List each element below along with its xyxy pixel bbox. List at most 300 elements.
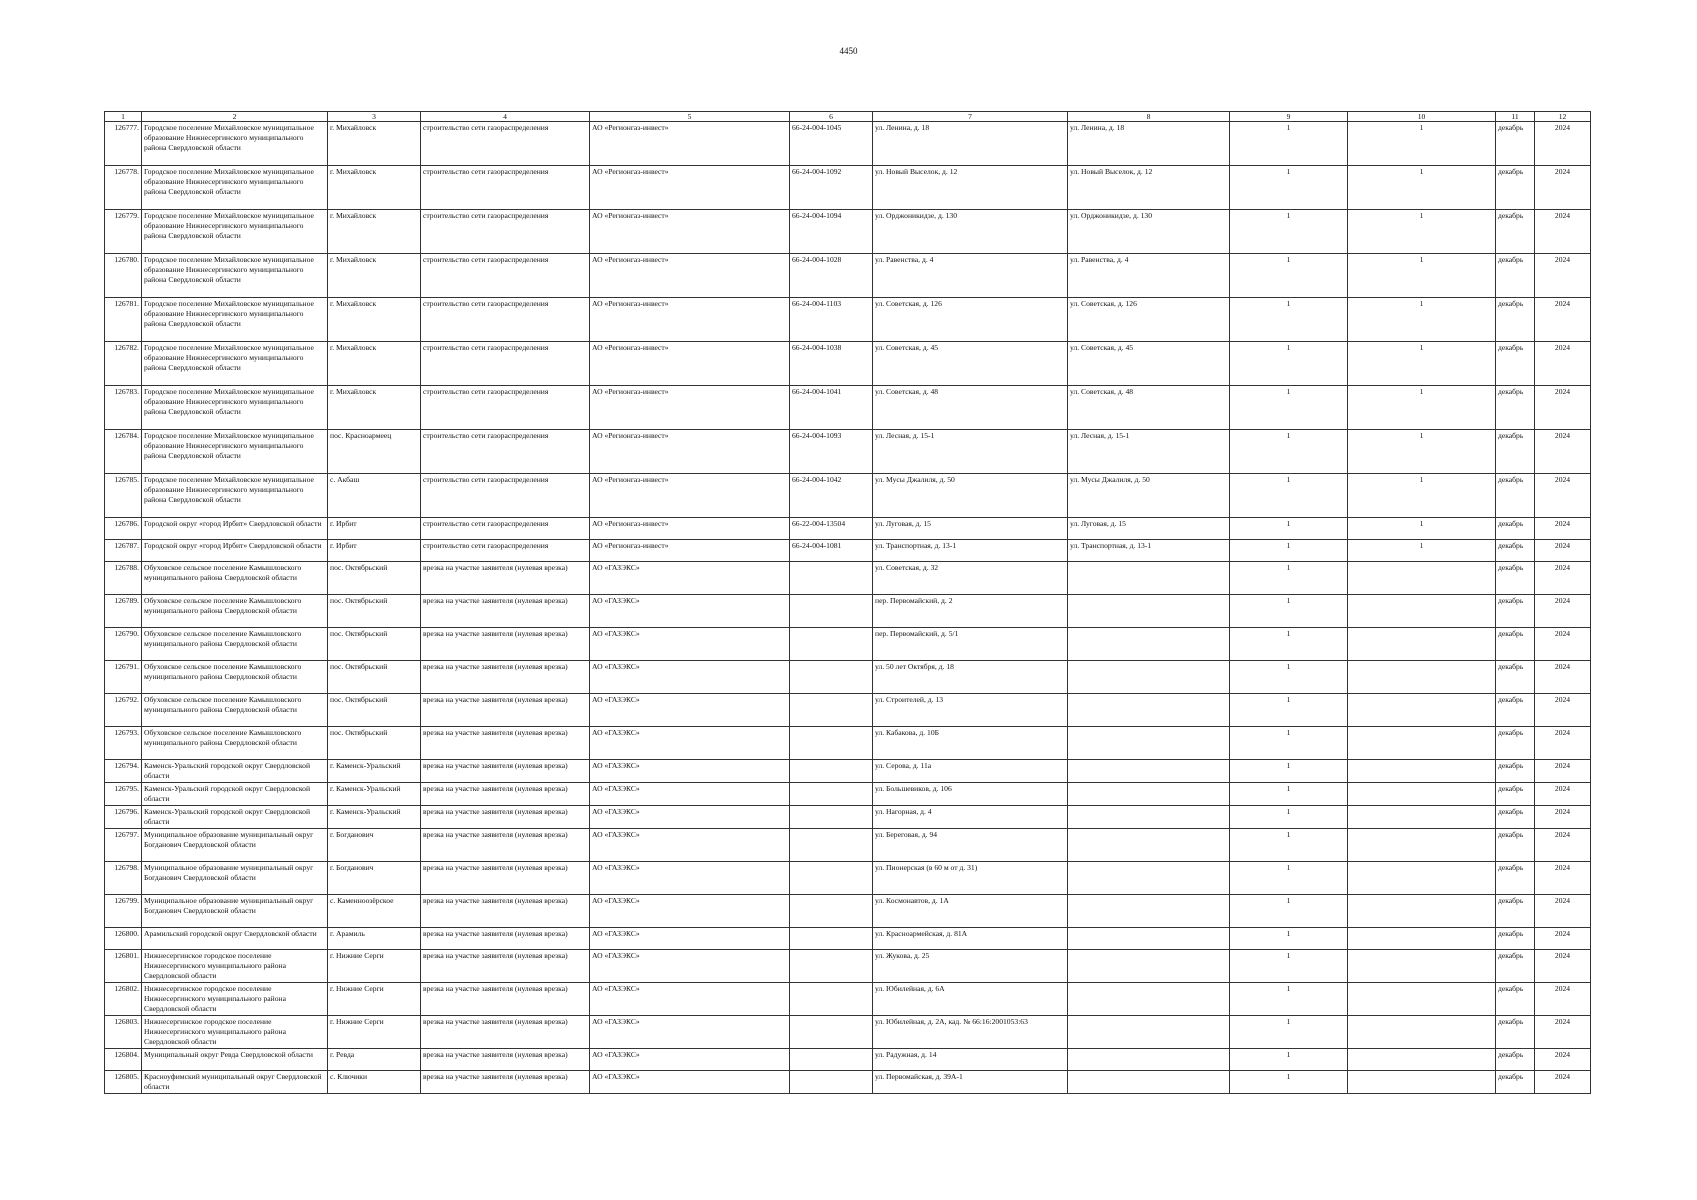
address-cell: ул. Советская, д. 48 [873, 386, 1068, 430]
month-cell: декабрь [1496, 518, 1535, 540]
address-cell: ул. Советская, д. 32 [873, 562, 1068, 595]
count-cell: 1 [1348, 430, 1496, 474]
organization-cell: АО «Регионгаз-инвест» [590, 518, 790, 540]
count-cell: 1 [1348, 166, 1496, 210]
table-row [105, 166, 1591, 210]
table-row [105, 595, 1591, 628]
count-cell: 1 [1230, 298, 1348, 342]
event-cell: врезка на участке заявителя (нулевая врезка) [421, 829, 590, 862]
address-cell: ул. Первомайская, д. 39А-1 [873, 1071, 1068, 1094]
municipality-cell: Городское поселение Михайловское муниципальное образование Нижнесергинского муниципального района Свердловской области [142, 210, 328, 254]
count-cell [1348, 1049, 1496, 1071]
month-cell: декабрь [1496, 829, 1535, 862]
table-row [105, 950, 1591, 983]
address-cell: ул. Орджоникидзе, д. 130 [873, 210, 1068, 254]
column-header: 3 [328, 112, 421, 122]
count-cell: 1 [1230, 950, 1348, 983]
address-cell: ул. Советская, д. 126 [873, 298, 1068, 342]
header-row [105, 112, 1591, 122]
event-cell: строительство сети газораспределения [421, 474, 590, 518]
month-cell: декабрь [1496, 166, 1535, 210]
address-detail-cell [1068, 895, 1230, 928]
object-code-cell [790, 1071, 873, 1094]
municipality-cell: Обуховское сельское поселение Камышловского муниципального района Свердловской области [142, 727, 328, 760]
year-cell: 2024 [1535, 895, 1591, 928]
count-cell: 1 [1230, 628, 1348, 661]
municipality-cell: Нижнесергинское городское поселение Нижнесергинского муниципального района Свердловской области [142, 1016, 328, 1049]
object-code-cell [790, 950, 873, 983]
object-code-cell [790, 661, 873, 694]
settlement-cell: г. Ревда [328, 1049, 421, 1071]
settlement-cell: пос. Октябрьский [328, 727, 421, 760]
municipality-cell: Городское поселение Михайловское муниципальное образование Нижнесергинского муниципального района Свердловской области [142, 254, 328, 298]
month-cell: декабрь [1496, 540, 1535, 562]
event-cell: врезка на участке заявителя (нулевая врезка) [421, 595, 590, 628]
event-cell: врезка на участке заявителя (нулевая врезка) [421, 1049, 590, 1071]
month-cell: декабрь [1496, 210, 1535, 254]
year-cell: 2024 [1535, 166, 1591, 210]
month-cell: декабрь [1496, 694, 1535, 727]
count-cell: 1 [1348, 254, 1496, 298]
address-cell: ул. Юбилейная, д. 6А [873, 983, 1068, 1016]
address-detail-cell: ул. Мусы Джалиля, д. 50 [1068, 474, 1230, 518]
object-code-cell: 66-24-004-1093 [790, 430, 873, 474]
row-number: 126780. [105, 254, 142, 298]
municipality-cell: Обуховское сельское поселение Камышловского муниципального района Свердловской области [142, 628, 328, 661]
count-cell [1348, 928, 1496, 950]
object-code-cell [790, 1016, 873, 1049]
organization-cell: АО «ГАЗЭКС» [590, 950, 790, 983]
count-cell: 1 [1348, 122, 1496, 166]
table-row [105, 1016, 1591, 1049]
address-cell: ул. Равенства, д. 4 [873, 254, 1068, 298]
year-cell: 2024 [1535, 862, 1591, 895]
settlement-cell: г. Ирбит [328, 540, 421, 562]
municipality-cell: Городское поселение Михайловское муниципальное образование Нижнесергинского муниципального района Свердловской области [142, 430, 328, 474]
month-cell: декабрь [1496, 661, 1535, 694]
month-cell: декабрь [1496, 595, 1535, 628]
address-cell: ул. Юбилейная, д. 2А, кад. № 66:16:2001053:63 [873, 1016, 1068, 1049]
row-number: 126785. [105, 474, 142, 518]
address-cell: ул. Транспортная, д. 13-1 [873, 540, 1068, 562]
event-cell: врезка на участке заявителя (нулевая врезка) [421, 983, 590, 1016]
count-cell: 1 [1230, 862, 1348, 895]
count-cell: 1 [1230, 386, 1348, 430]
address-cell: ул. Кабакова, д. 10Б [873, 727, 1068, 760]
year-cell: 2024 [1535, 562, 1591, 595]
page-number: 4450 [839, 46, 858, 56]
address-detail-cell [1068, 727, 1230, 760]
organization-cell: АО «ГАЗЭКС» [590, 595, 790, 628]
month-cell: декабрь [1496, 806, 1535, 829]
table-row [105, 342, 1591, 386]
event-cell: строительство сети газораспределения [421, 210, 590, 254]
table-row [105, 895, 1591, 928]
row-number: 126786. [105, 518, 142, 540]
count-cell: 1 [1230, 895, 1348, 928]
count-cell [1348, 983, 1496, 1016]
count-cell: 1 [1348, 518, 1496, 540]
address-cell: ул. Космонавтов, д. 1А [873, 895, 1068, 928]
settlement-cell: пос. Октябрьский [328, 595, 421, 628]
settlement-cell: г. Михайловск [328, 342, 421, 386]
table-row [105, 518, 1591, 540]
month-cell: декабрь [1496, 1071, 1535, 1094]
count-cell [1348, 783, 1496, 806]
organization-cell: АО «ГАЗЭКС» [590, 661, 790, 694]
registry-table [104, 111, 1591, 1094]
count-cell: 1 [1230, 166, 1348, 210]
year-cell: 2024 [1535, 518, 1591, 540]
month-cell: декабрь [1496, 727, 1535, 760]
year-cell: 2024 [1535, 540, 1591, 562]
settlement-cell: г. Михайловск [328, 386, 421, 430]
row-number: 126799. [105, 895, 142, 928]
column-header: 9 [1230, 112, 1348, 122]
count-cell: 1 [1230, 1016, 1348, 1049]
event-cell: врезка на участке заявителя (нулевая врезка) [421, 1016, 590, 1049]
address-cell: ул. Пионерская (в 60 м от д. 31) [873, 862, 1068, 895]
row-number: 126789. [105, 595, 142, 628]
count-cell [1348, 806, 1496, 829]
settlement-cell: г. Арамиль [328, 928, 421, 950]
row-number: 126791. [105, 661, 142, 694]
object-code-cell: 66-24-004-1041 [790, 386, 873, 430]
municipality-cell: Городской округ «город Ирбит» Свердловской области [142, 540, 328, 562]
address-detail-cell: ул. Лесная, д. 15-1 [1068, 430, 1230, 474]
object-code-cell: 66-24-004-1103 [790, 298, 873, 342]
municipality-cell: Обуховское сельское поселение Камышловского муниципального района Свердловской области [142, 694, 328, 727]
row-number: 126783. [105, 386, 142, 430]
event-cell: врезка на участке заявителя (нулевая врезка) [421, 661, 590, 694]
event-cell: строительство сети газораспределения [421, 122, 590, 166]
table-row [105, 430, 1591, 474]
year-cell: 2024 [1535, 760, 1591, 783]
object-code-cell: 66-24-004-1081 [790, 540, 873, 562]
organization-cell: АО «ГАЗЭКС» [590, 783, 790, 806]
count-cell: 1 [1230, 806, 1348, 829]
municipality-cell: Городской округ «город Ирбит» Свердловской области [142, 518, 328, 540]
object-code-cell: 66-24-004-1038 [790, 342, 873, 386]
municipality-cell: Нижнесергинское городское поселение Нижнесергинского муниципального района Свердловской области [142, 983, 328, 1016]
object-code-cell: 66-24-004-1042 [790, 474, 873, 518]
row-number: 126802. [105, 983, 142, 1016]
count-cell: 1 [1348, 540, 1496, 562]
address-cell: ул. Советская, д. 45 [873, 342, 1068, 386]
municipality-cell: Городское поселение Михайловское муниципальное образование Нижнесергинского муниципального района Свердловской области [142, 386, 328, 430]
address-detail-cell [1068, 950, 1230, 983]
organization-cell: АО «Регионгаз-инвест» [590, 210, 790, 254]
address-detail-cell: ул. Советская, д. 48 [1068, 386, 1230, 430]
count-cell: 1 [1230, 983, 1348, 1016]
event-cell: врезка на участке заявителя (нулевая врезка) [421, 806, 590, 829]
count-cell: 1 [1230, 595, 1348, 628]
municipality-cell: Городское поселение Михайловское муниципальное образование Нижнесергинского муниципального района Свердловской области [142, 298, 328, 342]
row-number: 126797. [105, 829, 142, 862]
address-detail-cell [1068, 1071, 1230, 1094]
object-code-cell [790, 829, 873, 862]
month-cell: декабрь [1496, 474, 1535, 518]
settlement-cell: г. Ирбит [328, 518, 421, 540]
row-number: 126795. [105, 783, 142, 806]
municipality-cell: Муниципальное образование муниципальный округ Богданович Свердловской области [142, 829, 328, 862]
event-cell: врезка на участке заявителя (нулевая врезка) [421, 760, 590, 783]
month-cell: декабрь [1496, 342, 1535, 386]
municipality-cell: Нижнесергинское городское поселение Нижнесергинского муниципального района Свердловской области [142, 950, 328, 983]
organization-cell: АО «ГАЗЭКС» [590, 727, 790, 760]
column-header: 2 [142, 112, 328, 122]
event-cell: строительство сети газораспределения [421, 518, 590, 540]
settlement-cell: пос. Октябрьский [328, 628, 421, 661]
municipality-cell: Муниципальный округ Ревда Свердловской области [142, 1049, 328, 1071]
address-cell: ул. Серова, д. 11а [873, 760, 1068, 783]
count-cell [1348, 862, 1496, 895]
settlement-cell: г. Нижние Серги [328, 1016, 421, 1049]
row-number: 126794. [105, 760, 142, 783]
count-cell: 1 [1230, 562, 1348, 595]
settlement-cell: пос. Октябрьский [328, 562, 421, 595]
object-code-cell [790, 595, 873, 628]
address-detail-cell: ул. Равенства, д. 4 [1068, 254, 1230, 298]
event-cell: врезка на участке заявителя (нулевая врезка) [421, 694, 590, 727]
address-detail-cell [1068, 661, 1230, 694]
object-code-cell [790, 562, 873, 595]
settlement-cell: с. Каменноозёрское [328, 895, 421, 928]
object-code-cell [790, 895, 873, 928]
month-cell: декабрь [1496, 254, 1535, 298]
organization-cell: АО «Регионгаз-инвест» [590, 430, 790, 474]
table-body [105, 122, 1591, 1094]
year-cell: 2024 [1535, 122, 1591, 166]
column-header: 4 [421, 112, 590, 122]
count-cell: 1 [1348, 386, 1496, 430]
address-cell: ул. Береговая, д. 94 [873, 829, 1068, 862]
address-cell: ул. Большевиков, д. 106 [873, 783, 1068, 806]
event-cell: врезка на участке заявителя (нулевая врезка) [421, 895, 590, 928]
address-cell: ул. Луговая, д. 15 [873, 518, 1068, 540]
year-cell: 2024 [1535, 298, 1591, 342]
year-cell: 2024 [1535, 474, 1591, 518]
object-code-cell [790, 1049, 873, 1071]
settlement-cell: г. Михайловск [328, 122, 421, 166]
municipality-cell: Муниципальное образование муниципальный округ Богданович Свердловской области [142, 895, 328, 928]
row-number: 126798. [105, 862, 142, 895]
table-row [105, 694, 1591, 727]
address-detail-cell [1068, 760, 1230, 783]
table-row [105, 1071, 1591, 1094]
column-header: 10 [1348, 112, 1496, 122]
address-cell: ул. Ленина, д. 18 [873, 122, 1068, 166]
settlement-cell: пос. Красноармеец [328, 430, 421, 474]
organization-cell: АО «ГАЗЭКС» [590, 829, 790, 862]
address-detail-cell: ул. Луговая, д. 15 [1068, 518, 1230, 540]
event-cell: врезка на участке заявителя (нулевая врезка) [421, 950, 590, 983]
table-row [105, 254, 1591, 298]
event-cell: врезка на участке заявителя (нулевая врезка) [421, 783, 590, 806]
month-cell: декабрь [1496, 628, 1535, 661]
count-cell: 1 [1230, 694, 1348, 727]
count-cell: 1 [1230, 122, 1348, 166]
count-cell [1348, 595, 1496, 628]
count-cell: 1 [1348, 210, 1496, 254]
month-cell: декабрь [1496, 386, 1535, 430]
year-cell: 2024 [1535, 1071, 1591, 1094]
organization-cell: АО «ГАЗЭКС» [590, 1016, 790, 1049]
row-number: 126792. [105, 694, 142, 727]
municipality-cell: Красноуфимский муниципальный округ Свердловской области [142, 1071, 328, 1094]
object-code-cell: 66-24-004-1092 [790, 166, 873, 210]
organization-cell: АО «ГАЗЭКС» [590, 1071, 790, 1094]
count-cell: 1 [1348, 298, 1496, 342]
address-cell: ул. 50 лет Октября, д. 18 [873, 661, 1068, 694]
object-code-cell: 66-24-004-1094 [790, 210, 873, 254]
address-detail-cell [1068, 1016, 1230, 1049]
count-cell [1348, 1071, 1496, 1094]
month-cell: декабрь [1496, 430, 1535, 474]
row-number: 126784. [105, 430, 142, 474]
month-cell: декабрь [1496, 783, 1535, 806]
organization-cell: АО «Регионгаз-инвест» [590, 474, 790, 518]
count-cell: 1 [1230, 1071, 1348, 1094]
address-detail-cell: ул. Транспортная, д. 13-1 [1068, 540, 1230, 562]
row-number: 126793. [105, 727, 142, 760]
row-number: 126781. [105, 298, 142, 342]
municipality-cell: Городское поселение Михайловское муниципальное образование Нижнесергинского муниципального района Свердловской области [142, 474, 328, 518]
settlement-cell: г. Богданович [328, 829, 421, 862]
address-detail-cell [1068, 928, 1230, 950]
address-detail-cell [1068, 829, 1230, 862]
address-cell: ул. Лесная, д. 15-1 [873, 430, 1068, 474]
year-cell: 2024 [1535, 727, 1591, 760]
count-cell: 1 [1348, 474, 1496, 518]
count-cell [1348, 1016, 1496, 1049]
count-cell: 1 [1230, 1049, 1348, 1071]
municipality-cell: Обуховское сельское поселение Камышловского муниципального района Свердловской области [142, 562, 328, 595]
object-code-cell [790, 783, 873, 806]
month-cell: декабрь [1496, 895, 1535, 928]
count-cell: 1 [1230, 760, 1348, 783]
address-cell: ул. Строителей, д. 13 [873, 694, 1068, 727]
table-row [105, 540, 1591, 562]
month-cell: декабрь [1496, 562, 1535, 595]
count-cell [1348, 628, 1496, 661]
month-cell: декабрь [1496, 760, 1535, 783]
column-header: 7 [873, 112, 1068, 122]
address-detail-cell [1068, 694, 1230, 727]
table-row [105, 928, 1591, 950]
year-cell: 2024 [1535, 694, 1591, 727]
event-cell: строительство сети газораспределения [421, 254, 590, 298]
address-cell: ул. Радужная, д. 14 [873, 1049, 1068, 1071]
year-cell: 2024 [1535, 806, 1591, 829]
object-code-cell [790, 928, 873, 950]
municipality-cell: Каменск-Уральский городской округ Свердловской области [142, 783, 328, 806]
event-cell: врезка на участке заявителя (нулевая врезка) [421, 862, 590, 895]
table-row [105, 474, 1591, 518]
count-cell: 1 [1230, 928, 1348, 950]
address-cell: ул. Красноармейская, д. 81А [873, 928, 1068, 950]
month-cell: декабрь [1496, 950, 1535, 983]
count-cell: 1 [1230, 540, 1348, 562]
year-cell: 2024 [1535, 1049, 1591, 1071]
object-code-cell: 66-22-004-13504 [790, 518, 873, 540]
row-number: 126805. [105, 1071, 142, 1094]
municipality-cell: Городское поселение Михайловское муниципальное образование Нижнесергинского муниципального района Свердловской области [142, 166, 328, 210]
address-detail-cell [1068, 983, 1230, 1016]
count-cell [1348, 895, 1496, 928]
address-detail-cell [1068, 806, 1230, 829]
municipality-cell: Каменск-Уральский городской округ Свердловской области [142, 806, 328, 829]
count-cell: 1 [1230, 661, 1348, 694]
object-code-cell [790, 628, 873, 661]
address-detail-cell [1068, 1049, 1230, 1071]
table-row [105, 862, 1591, 895]
table-row [105, 628, 1591, 661]
organization-cell: АО «ГАЗЭКС» [590, 862, 790, 895]
month-cell: декабрь [1496, 928, 1535, 950]
address-detail-cell: ул. Советская, д. 45 [1068, 342, 1230, 386]
organization-cell: АО «ГАЗЭКС» [590, 760, 790, 783]
event-cell: строительство сети газораспределения [421, 342, 590, 386]
organization-cell: АО «Регионгаз-инвест» [590, 540, 790, 562]
year-cell: 2024 [1535, 829, 1591, 862]
event-cell: строительство сети газораспределения [421, 430, 590, 474]
row-number: 126796. [105, 806, 142, 829]
row-number: 126779. [105, 210, 142, 254]
address-detail-cell [1068, 562, 1230, 595]
count-cell: 1 [1230, 342, 1348, 386]
organization-cell: АО «Регионгаз-инвест» [590, 166, 790, 210]
year-cell: 2024 [1535, 983, 1591, 1016]
table-row [105, 760, 1591, 783]
count-cell [1348, 562, 1496, 595]
year-cell: 2024 [1535, 783, 1591, 806]
settlement-cell: с. Акбаш [328, 474, 421, 518]
count-cell: 1 [1230, 518, 1348, 540]
table-row [105, 122, 1591, 166]
organization-cell: АО «ГАЗЭКС» [590, 694, 790, 727]
year-cell: 2024 [1535, 386, 1591, 430]
organization-cell: АО «Регионгаз-инвест» [590, 122, 790, 166]
year-cell: 2024 [1535, 430, 1591, 474]
month-cell: декабрь [1496, 122, 1535, 166]
address-detail-cell [1068, 783, 1230, 806]
month-cell: декабрь [1496, 983, 1535, 1016]
month-cell: декабрь [1496, 298, 1535, 342]
organization-cell: АО «ГАЗЭКС» [590, 1049, 790, 1071]
settlement-cell: г. Каменск-Уральский [328, 760, 421, 783]
municipality-cell: Муниципальное образование муниципальный округ Богданович Свердловской области [142, 862, 328, 895]
object-code-cell [790, 983, 873, 1016]
address-detail-cell: ул. Новый Выселок, д. 12 [1068, 166, 1230, 210]
settlement-cell: г. Каменск-Уральский [328, 783, 421, 806]
event-cell: врезка на участке заявителя (нулевая врезка) [421, 562, 590, 595]
table-row [105, 661, 1591, 694]
organization-cell: АО «ГАЗЭКС» [590, 628, 790, 661]
year-cell: 2024 [1535, 595, 1591, 628]
column-header: 6 [790, 112, 873, 122]
year-cell: 2024 [1535, 342, 1591, 386]
address-cell: ул. Нагорная, д. 4 [873, 806, 1068, 829]
column-header: 1 [105, 112, 142, 122]
address-detail-cell [1068, 595, 1230, 628]
column-header: 5 [590, 112, 790, 122]
count-cell [1348, 727, 1496, 760]
settlement-cell: г. Михайловск [328, 210, 421, 254]
settlement-cell: пос. Октябрьский [328, 661, 421, 694]
address-cell: ул. Жукова, д. 25 [873, 950, 1068, 983]
address-cell: ул. Новый Выселок, д. 12 [873, 166, 1068, 210]
